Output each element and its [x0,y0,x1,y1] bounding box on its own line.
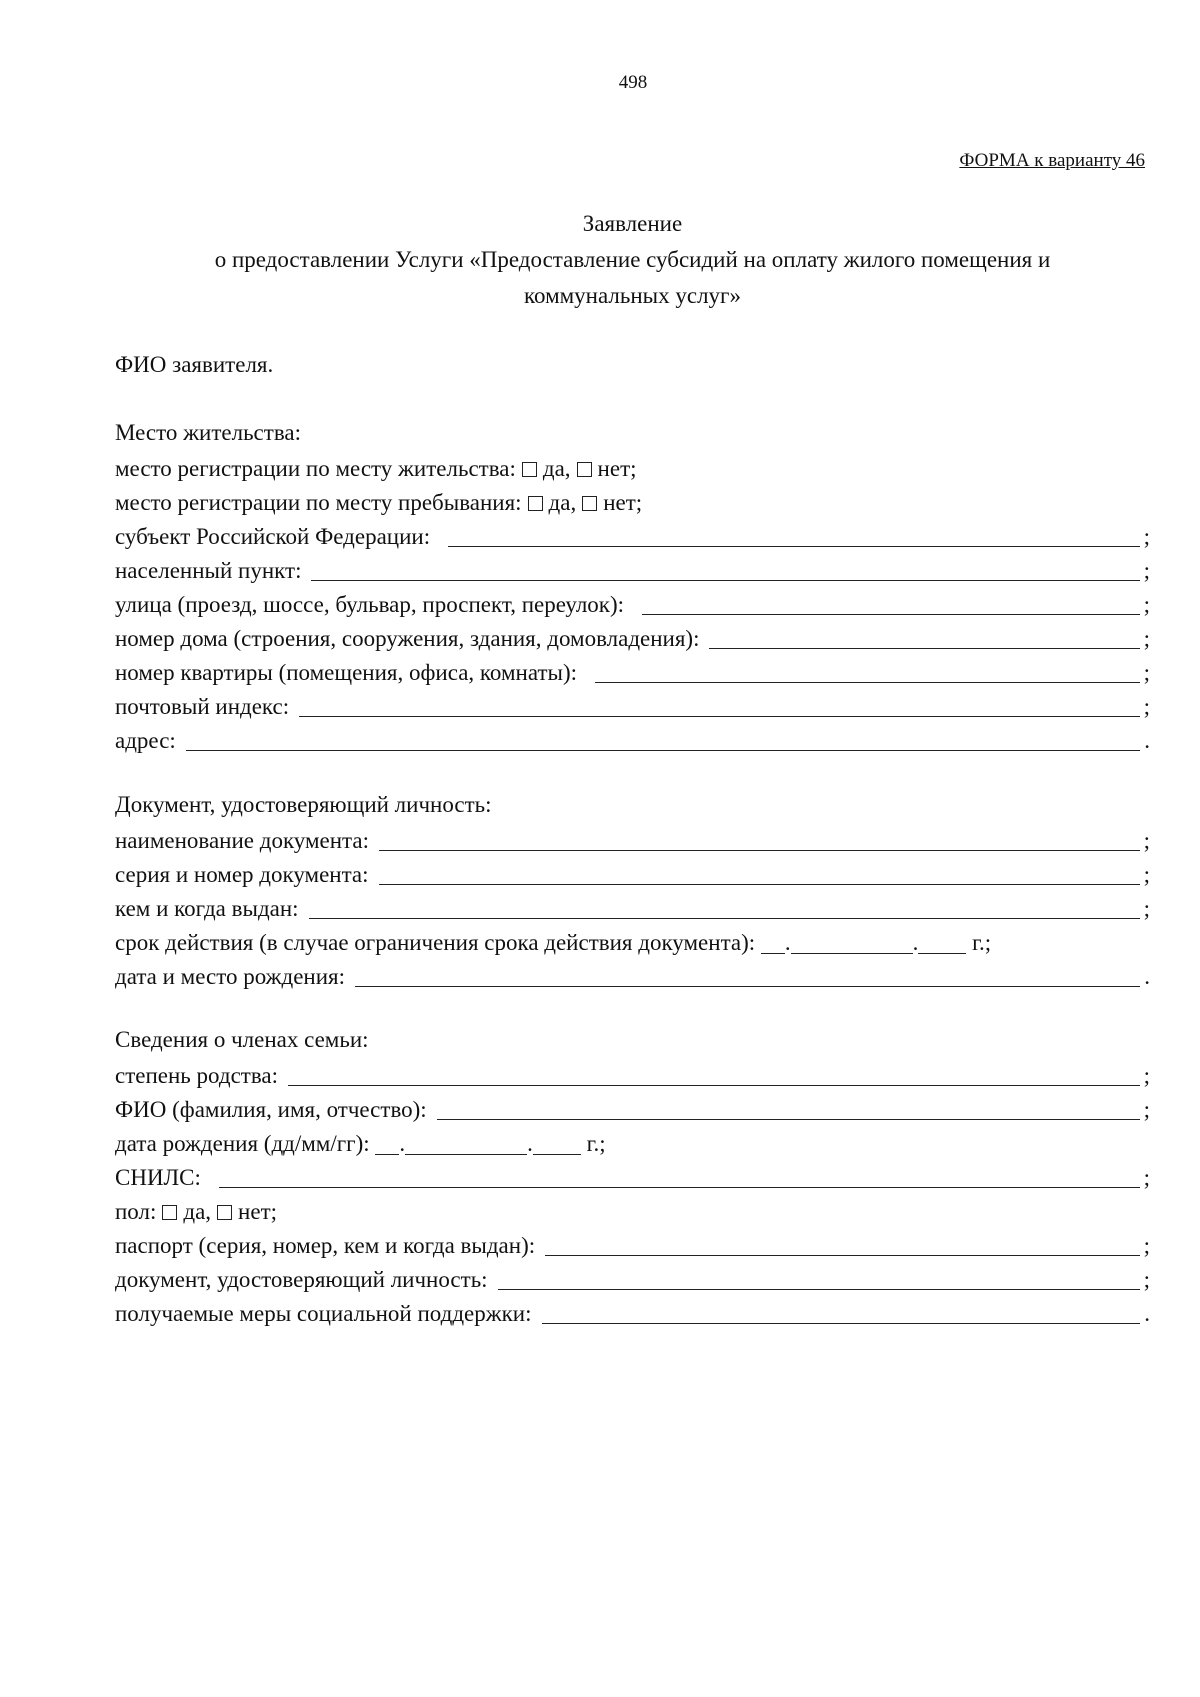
sex-yes-label: да, [183,1199,212,1224]
validity-year-suffix: г.; [972,930,992,955]
postcode-row [115,686,1150,722]
page-number: 498 [618,72,648,93]
snils-field[interactable] [219,1163,1140,1188]
reg-stay-no-label: нет; [603,490,643,515]
street-field[interactable] [642,590,1140,615]
locality-label: населенный пункт: [115,558,302,583]
validity-year-field[interactable] [918,931,966,954]
issued-by-row [115,888,1150,924]
subject-field[interactable] [448,522,1139,547]
semicolon: ; [1143,660,1150,685]
validity-day-field[interactable] [761,931,785,954]
street-row [115,584,1150,620]
document-title [115,206,1150,314]
sex-no-checkbox[interactable] [217,1205,232,1220]
reg-stay-yes-label: да, [548,490,577,515]
kinship-row [115,1055,1150,1091]
street-label: улица (проезд, шоссе, бульвар, проспект, переулок): [115,592,625,617]
semicolon: ; [1143,524,1150,549]
subject-row [115,516,1150,552]
semicolon: ; [1143,1063,1150,1088]
address-label: адрес: [115,728,176,753]
semicolon: ; [1143,626,1150,651]
period: . [1144,1301,1150,1326]
semicolon: ; [1143,862,1150,887]
house-label: номер дома (строения, сооружения, здания, домовладения): [115,626,700,651]
family-heading: Сведения о членах семьи: [115,1027,369,1052]
form-reference: ФОРМА к варианту 46 [959,150,1145,171]
birth-label: дата и место рождения: [115,964,346,989]
kinship-field[interactable] [288,1061,1140,1086]
birth-field[interactable] [355,962,1140,987]
family-birth-month-field[interactable] [405,1132,527,1155]
support-field[interactable] [542,1299,1141,1324]
sex-yes-checkbox[interactable] [162,1205,177,1220]
sex-row [115,1191,1150,1227]
family-birth-year-suffix: г.; [586,1131,606,1156]
series-number-field[interactable] [379,860,1140,885]
issued-by-field[interactable] [309,894,1140,919]
snils-label: СНИЛС: [115,1165,201,1190]
address-field[interactable] [186,726,1140,751]
house-row [115,618,1150,654]
reg-residence-no-label: нет; [597,456,637,481]
semicolon: ; [1143,694,1150,719]
validity-row: срок действия (в случае ограничения срока действия документа): . . г.; [115,930,992,955]
family-fio-row [115,1089,1150,1125]
postcode-field[interactable] [299,692,1139,717]
reg-stay-label: место регистрации по месту пребывания: [115,490,522,515]
passport-field[interactable] [545,1231,1139,1256]
semicolon: ; [1143,1233,1150,1258]
subject-label: субъект Российской Федерации: [115,524,431,549]
family-birth-year-field[interactable] [533,1132,581,1155]
locality-field[interactable] [311,556,1139,581]
kinship-label: степень родства: [115,1063,278,1088]
period: . [1144,964,1150,989]
reg-stay-yes-checkbox[interactable] [528,496,543,511]
house-field[interactable] [709,624,1139,649]
reg-residence-yes-checkbox[interactable] [522,462,537,477]
issued-by-label: кем и когда выдан: [115,896,299,921]
postcode-label: почтовый индекс: [115,694,290,719]
identity-doc-row [115,1259,1150,1295]
semicolon: ; [1143,592,1150,617]
reg-residence-no-checkbox[interactable] [577,462,592,477]
support-row [115,1293,1150,1329]
reg-residence-label: место регистрации по месту жительства: [115,456,516,481]
passport-row [115,1225,1150,1261]
sex-label: пол: [115,1199,157,1224]
period: . [1144,728,1150,753]
family-birth-day-field[interactable] [375,1132,399,1155]
reg-stay-row [115,482,1150,518]
title-line-1: Заявление [582,211,683,236]
validity-label: срок действия (в случае ограничения срока действия документа): [115,930,756,955]
doc-name-row [115,820,1150,856]
identity-doc-label: документ, удостоверяющий личность: [115,1267,488,1292]
semicolon: ; [1143,1165,1150,1190]
semicolon: ; [1143,1097,1150,1122]
identity-heading: Документ, удостоверяющий личность: [115,792,492,817]
snils-row [115,1157,1150,1193]
support-label: получаемые меры социальной поддержки: [115,1301,532,1326]
birth-row [115,956,1150,992]
identity-doc-field[interactable] [498,1265,1140,1290]
series-number-label: серия и номер документа: [115,862,369,887]
semicolon: ; [1143,558,1150,583]
apartment-row [115,652,1150,688]
family-birth-date-row: дата рождения (дд/мм/гг): . . г.; [115,1131,606,1156]
title-line-2: о предоставлении Услуги «Предоставление субсидий на оплату жилого помещения и [214,247,1051,272]
title-line-3: коммунальных услуг» [524,283,741,308]
apartment-field[interactable] [595,658,1140,683]
doc-name-field[interactable] [379,826,1140,851]
series-number-row [115,854,1150,890]
locality-row [115,550,1150,586]
semicolon: ; [1143,1267,1150,1292]
passport-label: паспорт (серия, номер, кем и когда выдан): [115,1233,536,1258]
doc-name-label: наименование документа: [115,828,369,853]
address-row [115,720,1150,756]
reg-stay-no-checkbox[interactable] [582,496,597,511]
residence-heading: Место жительства: [115,420,301,445]
reg-residence-row [115,448,1150,484]
semicolon: ; [1143,896,1150,921]
sex-no-label: нет; [238,1199,278,1224]
applicant-name-label: ФИО заявителя. [115,352,274,377]
reg-residence-yes-label: да, [542,456,571,481]
family-fio-field[interactable] [437,1095,1140,1120]
validity-month-field[interactable] [791,931,913,954]
family-fio-label: ФИО (фамилия, имя, отчество): [115,1097,427,1122]
apartment-label: номер квартиры (помещения, офиса, комнаты): [115,660,577,685]
semicolon: ; [1143,828,1150,853]
family-birth-date-label: дата рождения (дд/мм/гг): [115,1131,370,1156]
